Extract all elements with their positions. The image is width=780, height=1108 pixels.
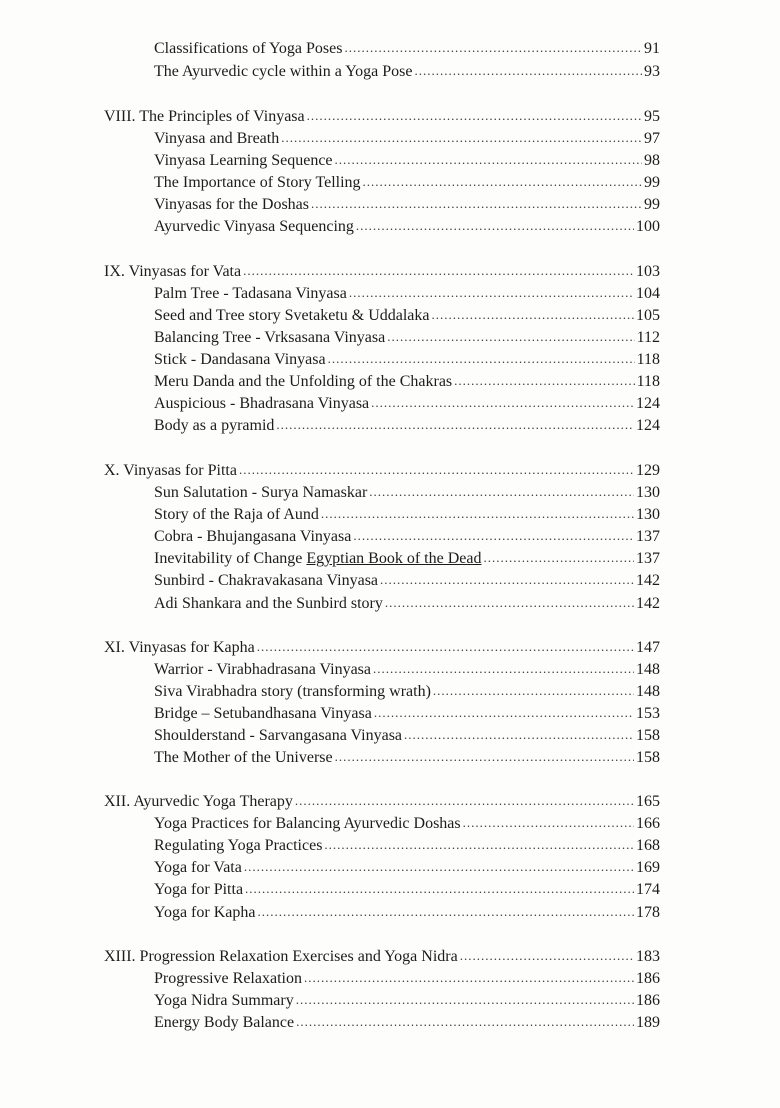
dot-leader: [371, 392, 634, 414]
page-number: 100: [636, 218, 660, 235]
dot-leader: [307, 105, 642, 127]
entry-title: Inevitability of Change Egyptian Book of the Dead: [154, 550, 482, 567]
toc-chapter-entry: [104, 261, 660, 283]
page-number: 137: [636, 528, 660, 545]
toc-section-entry: [154, 968, 660, 990]
page-number: 166: [636, 815, 660, 832]
dot-leader: [245, 878, 634, 900]
entry-title: Progressive Relaxation: [154, 970, 302, 987]
dot-leader: [385, 592, 634, 614]
entry-title: The Ayurvedic cycle within a Yoga Pose: [154, 63, 413, 80]
toc-section-entry: [154, 990, 660, 1012]
dot-leader: [369, 481, 634, 503]
page-number: 97: [644, 130, 660, 147]
toc-section-entry: [154, 305, 660, 327]
page-number: 124: [636, 395, 660, 412]
page-number: 142: [636, 595, 660, 612]
entry-title-underlined: Egyptian Book of the Dead: [306, 550, 482, 567]
page-number: 124: [636, 417, 660, 434]
entry-title: Yoga Nidra Summary: [154, 992, 294, 1009]
entry-title: XIII. Progression Relaxation Exercises and Yoga Nidra: [104, 948, 458, 965]
dot-leader: [432, 304, 635, 326]
entry-title: Seed and Tree story Svetaketu & Uddalaka: [154, 307, 430, 324]
entry-title: Classifications of Yoga Poses: [154, 40, 343, 57]
page-number: 168: [636, 837, 660, 854]
page-number: 93: [644, 63, 660, 80]
page-number: 148: [636, 683, 660, 700]
entry-title: Yoga for Pitta: [154, 881, 244, 898]
page-number: 137: [636, 550, 660, 567]
toc-section-entry: [154, 879, 660, 901]
toc-section-entry: [154, 38, 660, 60]
toc-section-entry: [154, 659, 660, 681]
dot-leader: [296, 1011, 634, 1033]
entry-title: The Mother of the Universe: [154, 749, 333, 766]
toc-section-entry: [154, 128, 660, 150]
page-number: 118: [636, 373, 660, 390]
page-number: 99: [644, 196, 660, 213]
dot-leader: [373, 658, 634, 680]
entry-title: Story of the Raja of Aund: [154, 506, 319, 523]
page-number: 186: [636, 992, 660, 1009]
toc-section-entry: [154, 216, 660, 238]
dot-leader: [321, 503, 634, 525]
toc-section-entry: [154, 371, 660, 393]
page-number: 103: [636, 263, 660, 280]
entry-title: Vinyasa and Breath: [154, 130, 280, 147]
dot-leader: [281, 127, 642, 149]
entry-title: Regulating Yoga Practices: [154, 837, 323, 854]
dot-leader: [356, 215, 634, 237]
dot-leader: [257, 901, 634, 923]
dot-leader: [244, 856, 634, 878]
page-number: 158: [636, 727, 660, 744]
toc-section-entry: [154, 857, 660, 879]
dot-leader: [324, 834, 634, 856]
page-number: 178: [636, 904, 660, 921]
toc-section-entry: [154, 172, 660, 194]
page-number: 130: [636, 506, 660, 523]
page-number: 142: [636, 572, 660, 589]
page-number: 95: [644, 108, 660, 125]
entry-title: Stick - Dandasana Vinyasa: [154, 351, 326, 368]
page-number: 130: [636, 484, 660, 501]
toc-section-entry: [154, 1012, 660, 1034]
page-number: 105: [636, 307, 660, 324]
entry-title: VIII. The Principles of Vinyasa: [104, 108, 305, 125]
page-number: 148: [636, 661, 660, 678]
page-number: 99: [644, 174, 660, 191]
page-number: 174: [636, 881, 660, 898]
entry-title: Cobra - Bhujangasana Vinyasa: [154, 528, 352, 545]
entry-title: Vinyasas for the Doshas: [154, 196, 310, 213]
entry-title: Vinyasa Learning Sequence: [154, 152, 333, 169]
toc-section-entry: [154, 504, 660, 526]
toc-section-entry: [154, 194, 660, 216]
page-number: 112: [636, 329, 660, 346]
page-number: 186: [636, 970, 660, 987]
dot-leader: [404, 724, 634, 746]
toc-chapter-entry: [104, 106, 660, 128]
entry-title: Body as a pyramid: [154, 417, 275, 434]
dot-leader: [433, 680, 634, 702]
toc-section-entry: [154, 681, 660, 703]
entry-title: Shoulderstand - Sarvangasana Vinyasa: [154, 727, 403, 744]
dot-leader: [349, 282, 634, 304]
toc-section-entry: [154, 349, 660, 371]
dot-leader: [243, 260, 634, 282]
toc-section-entry: [154, 813, 660, 835]
dot-leader: [328, 348, 635, 370]
entry-title: Balancing Tree - Vrksasana Vinyasa: [154, 329, 386, 346]
toc-section-entry: [154, 725, 660, 747]
toc-section-entry: [154, 150, 660, 172]
entry-title: Palm Tree - Tadasana Vinyasa: [154, 285, 347, 302]
toc-section-entry: [154, 61, 660, 83]
dot-leader: [335, 746, 634, 768]
dot-leader: [387, 326, 634, 348]
dot-leader: [335, 149, 642, 171]
toc-section-entry: [154, 548, 660, 570]
page-number: 165: [636, 793, 660, 810]
dot-leader: [311, 193, 642, 215]
toc-section-entry: [154, 482, 660, 504]
dot-leader: [304, 967, 634, 989]
entry-title: Sunbird - Chakravakasana Vinyasa: [154, 572, 379, 589]
page-number: 104: [636, 285, 660, 302]
toc-section-entry: [154, 703, 660, 725]
dot-leader: [374, 702, 634, 724]
entry-title: Auspicious - Bhadrasana Vinyasa: [154, 395, 370, 412]
entry-title: X. Vinyasas for Pitta: [104, 462, 237, 479]
toc-section-entry: [154, 570, 660, 592]
toc-section-entry: [154, 593, 660, 615]
toc-section-entry: [154, 393, 660, 415]
dot-leader: [463, 812, 634, 834]
toc-section-entry: [154, 526, 660, 548]
page-number: 158: [636, 749, 660, 766]
dot-leader: [363, 171, 642, 193]
toc-section-entry: [154, 283, 660, 305]
entry-title: Sun Salutation - Surya Namaskar: [154, 484, 368, 501]
entry-title: Warrior - Virabhadrasana Vinyasa: [154, 661, 371, 678]
dot-leader: [414, 60, 642, 82]
dot-leader: [257, 636, 634, 658]
dot-leader: [454, 370, 634, 392]
page-number: 153: [636, 705, 660, 722]
entry-title: Meru Danda and the Unfolding of the Chakras: [154, 373, 453, 390]
toc-chapter-entry: [104, 637, 660, 659]
dot-leader: [353, 525, 634, 547]
entry-title: Yoga for Vata: [154, 859, 242, 876]
dot-leader: [483, 547, 634, 569]
dot-leader: [460, 945, 634, 967]
toc-chapter-entry: [104, 460, 660, 482]
page-number: 189: [636, 1014, 660, 1031]
dot-leader: [295, 790, 634, 812]
entry-title: Siva Virabhadra story (transforming wrath): [154, 683, 431, 700]
page-number: 98: [644, 152, 660, 169]
toc-section-entry: [154, 835, 660, 857]
dot-leader: [380, 569, 634, 591]
dot-leader: [239, 459, 634, 481]
dot-leader: [276, 414, 634, 436]
page-number: 91: [644, 40, 660, 57]
entry-title: Yoga for Kapha: [154, 904, 256, 921]
entry-title: Adi Shankara and the Sunbird story: [154, 595, 383, 612]
toc-chapter-entry: [104, 946, 660, 968]
page-number: 169: [636, 859, 660, 876]
entry-title: The Importance of Story Telling: [154, 174, 361, 191]
dot-leader: [344, 37, 642, 59]
entry-title: XII. Ayurvedic Yoga Therapy: [104, 793, 293, 810]
dot-leader: [296, 989, 634, 1011]
toc-chapter-entry: [104, 791, 660, 813]
page-number: 147: [636, 639, 660, 656]
page-number: 129: [636, 462, 660, 479]
entry-title: Bridge – Setubandhasana Vinyasa: [154, 705, 372, 722]
toc-section-entry: [154, 747, 660, 769]
toc-section-entry: [154, 902, 660, 924]
toc-section-entry: [154, 327, 660, 349]
entry-title: Ayurvedic Vinyasa Sequencing: [154, 218, 354, 235]
entry-title: XI. Vinyasas for Kapha: [104, 639, 255, 656]
page-number: 118: [636, 351, 660, 368]
toc-section-entry: [154, 415, 660, 437]
page-number: 183: [636, 948, 660, 965]
entry-title: Yoga Practices for Balancing Ayurvedic Doshas: [154, 815, 461, 832]
entry-title: IX. Vinyasas for Vata: [104, 263, 242, 280]
entry-title: Energy Body Balance: [154, 1014, 295, 1031]
